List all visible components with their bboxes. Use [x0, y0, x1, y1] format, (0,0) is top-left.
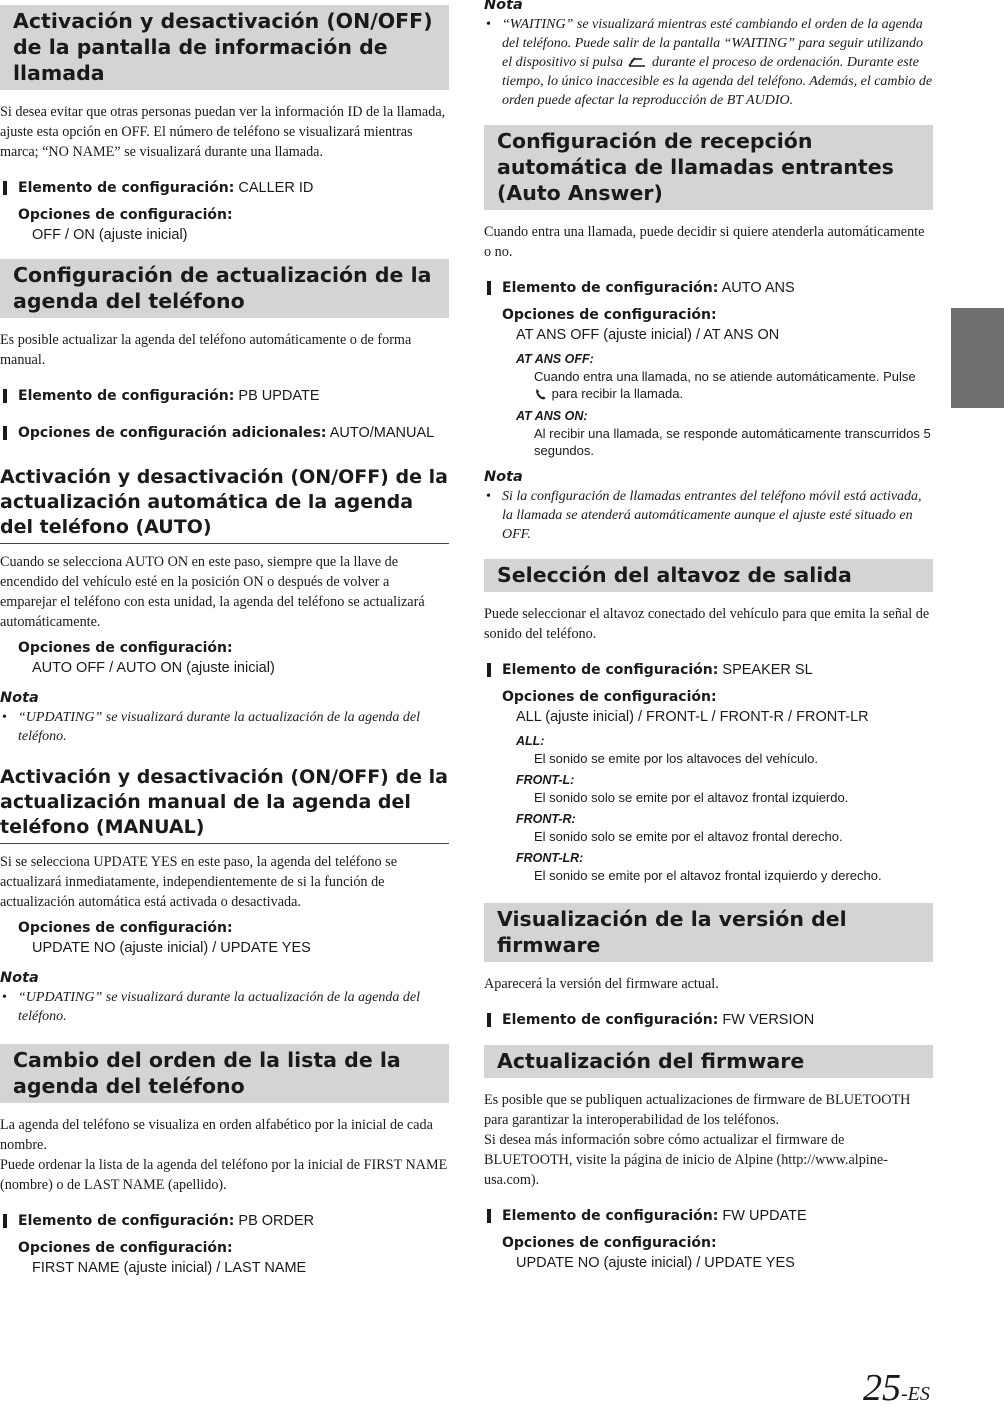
- option-description: El sonido solo se emite por el altavoz frontal derecho.: [534, 829, 843, 844]
- note-item: • Si la configuración de llamadas entrantes del teléfono móvil está activada, la llamada se atenderá automáticamente aunque el ajuste esté situado en OFF.: [484, 487, 933, 544]
- options-label: Opciones de configuración:: [18, 920, 233, 936]
- option-term: AT ANS OFF:: [516, 352, 594, 366]
- paragraph: Si se selecciona UPDATE YES en este paso, la agenda del teléfono se actualizará inmediatamente, independientemente de si la función de actualización automática está activada o desactivada.: [0, 854, 397, 910]
- setting-item: [0, 1211, 449, 1231]
- option-description: [484, 368, 933, 402]
- item-label: Elemento de configuración:: [18, 388, 235, 404]
- phone-icon: [534, 387, 548, 401]
- note-item: • “UPDATING” se visualizará durante la actualización de la agenda del teléfono.: [0, 988, 449, 1026]
- item-value: AUTO ANS: [721, 280, 795, 296]
- section-heading: Actualización del firmware: [484, 1045, 933, 1078]
- options-value: AT ANS OFF (ajuste inicial) / AT ANS ON: [516, 327, 780, 343]
- item-value: CALLER ID: [238, 180, 314, 196]
- page-number: [863, 1366, 930, 1410]
- item-label: Elemento de configuración:: [502, 662, 719, 678]
- options-label: Opciones de configuración:: [18, 640, 233, 656]
- paragraph: Si desea más información sobre cómo actualizar el firmware de BLUETOOTH, visite la página de inicio de Alpine (http://www.alpine-usa.com).: [484, 1132, 888, 1188]
- item-label: Elemento de configuración:: [18, 1213, 235, 1229]
- section-heading: Configuración de recepción automática de llamadas entrantes (Auto Answer): [484, 125, 933, 210]
- description-text: Cuando entra una llamada, no se atiende automáticamente. Pulse: [534, 369, 916, 384]
- note-heading: Nota: [484, 469, 523, 485]
- paragraph: Aparecerá la versión del firmware actual.: [484, 976, 719, 992]
- setting-item: [484, 1206, 933, 1226]
- option-description: El sonido se emite por el altavoz frontal izquierdo y derecho.: [534, 868, 882, 883]
- chapter-tab: [951, 308, 1004, 408]
- option-term: FRONT-R:: [516, 812, 576, 826]
- option-term: FRONT-LR:: [516, 851, 584, 865]
- options-value: UPDATE NO (ajuste inicial) / UPDATE YES: [32, 940, 311, 956]
- options-value: OFF / ON (ajuste inicial): [32, 227, 188, 243]
- item-value: FW VERSION: [722, 1012, 815, 1028]
- paragraph: Es posible actualizar la agenda del teléfono automáticamente o de forma manual.: [0, 332, 412, 368]
- paragraph: Si desea evitar que otras personas puedan ver la información ID de la llamada, ajuste esta opción en OFF. El número de teléfono se visualizará mientras marca; “NO NAME” se visualizará durante una llamada.: [0, 104, 446, 160]
- note-text: “WAITING” se visualizará mientras esté cambiando el orden de la agenda del teléfono. Puede salir de la pantalla “WAITING” para seguir utilizando el dispositivo si pulsa: [502, 17, 923, 70]
- item-value: PB UPDATE: [238, 388, 320, 404]
- note-item: [484, 15, 933, 110]
- options-label: Opciones de configuración:: [502, 1235, 717, 1251]
- section-heading: Visualización de la versión del firmware: [484, 903, 933, 962]
- setting-item: [0, 386, 449, 406]
- note-heading: Nota: [0, 690, 39, 706]
- option-description: Al recibir una llamada, se responde automáticamente transcurridos 5 segundos.: [534, 426, 931, 458]
- page-language-suffix: -ES: [901, 1383, 930, 1405]
- paragraph: Es posible que se publiquen actualizaciones de firmware de BLUETOOTH para garantizar la interoperabilidad de los teléfonos.: [484, 1092, 911, 1128]
- option-term: FRONT-L:: [516, 773, 575, 787]
- item-label: Elemento de configuración:: [18, 180, 235, 196]
- option-description: El sonido se emite por los altavoces del vehículo.: [534, 751, 818, 766]
- options-label: Opciones de configuración:: [502, 307, 717, 323]
- paragraph: Puede seleccionar el altavoz conectado del vehículo para que emita la señal de sonido del teléfono.: [484, 606, 930, 642]
- setting-item: [0, 178, 449, 198]
- paragraph: Cuando entra una llamada, puede decidir si quiere atenderla automáticamente o no.: [484, 224, 925, 260]
- section-heading: Configuración de actualización de la agenda del teléfono: [0, 259, 449, 318]
- setting-item: [484, 1010, 933, 1030]
- section-heading: Activación y desactivación (ON/OFF) de la pantalla de información de llamada: [0, 5, 449, 90]
- item-label: Elemento de configuración:: [502, 1012, 719, 1028]
- item-label: Elemento de configuración:: [502, 280, 719, 296]
- paragraph: Puede ordenar la lista de la agenda del teléfono por la inicial de FIRST NAME (nombre) o de LAST NAME (apellido).: [0, 1157, 448, 1193]
- item-value: FW UPDATE: [722, 1208, 807, 1224]
- setting-item: [484, 278, 933, 298]
- right-column: [484, 0, 933, 1273]
- subsection-heading: Activación y desactivación (ON/OFF) de la actualización manual de la agenda del teléfono (MANUAL): [0, 765, 449, 844]
- option-description: El sonido solo se emite por el altavoz frontal izquierdo.: [534, 790, 849, 805]
- section-heading: Cambio del orden de la lista de la agenda del teléfono: [0, 1044, 449, 1103]
- return-icon: [626, 55, 648, 69]
- item-label: Elemento de configuración:: [502, 1208, 719, 1224]
- option-term: AT ANS ON:: [516, 409, 588, 423]
- options-label: Opciones de configuración:: [18, 1240, 233, 1256]
- paragraph: Cuando se selecciona AUTO ON en este paso, siempre que la llave de encendido del vehículo esté en la posición ON o después de volver a emparejar el teléfono con esta unidad, la agenda del teléfono se actualizará automáticamente.: [0, 554, 425, 630]
- note-item: • “UPDATING” se visualizará durante la actualización de la agenda del teléfono.: [0, 708, 449, 746]
- paragraph: La agenda del teléfono se visualiza en orden alfabético por la inicial de cada nombre.: [0, 1117, 433, 1153]
- item-value: SPEAKER SL: [722, 662, 813, 678]
- item-value: AUTO/MANUAL: [329, 425, 435, 441]
- option-term: ALL:: [516, 734, 545, 748]
- note-heading: Nota: [484, 0, 523, 13]
- note-heading: Nota: [0, 970, 39, 986]
- section-heading: Selección del altavoz de salida: [484, 559, 933, 592]
- item-label: Opciones de configuración adicionales:: [18, 425, 327, 441]
- setting-item: [484, 660, 933, 680]
- left-column: [0, 0, 449, 1278]
- description-text: para recibir la llamada.: [551, 386, 684, 401]
- options-label: Opciones de configuración:: [502, 689, 717, 705]
- setting-item: [0, 423, 449, 443]
- options-value: UPDATE NO (ajuste inicial) / UPDATE YES: [516, 1255, 795, 1271]
- note-text: durante el proceso de ordenación. Durante este tiempo, lo único inaccesible es la agenda del teléfono. Además, el cambio de orden puede afectar la reproducción de BT AUDIO.: [502, 55, 933, 108]
- options-value: AUTO OFF / AUTO ON (ajuste inicial): [32, 660, 275, 676]
- options-value: ALL (ajuste inicial) / FRONT-L / FRONT-R / FRONT-LR: [516, 709, 869, 725]
- subsection-heading: Activación y desactivación (ON/OFF) de la actualización automática de la agenda del teléfono (AUTO): [0, 465, 449, 544]
- item-value: PB ORDER: [238, 1213, 315, 1229]
- options-value: FIRST NAME (ajuste inicial) / LAST NAME: [32, 1260, 307, 1276]
- options-label: Opciones de configuración:: [18, 207, 233, 223]
- page-number-value: 25: [863, 1367, 901, 1409]
